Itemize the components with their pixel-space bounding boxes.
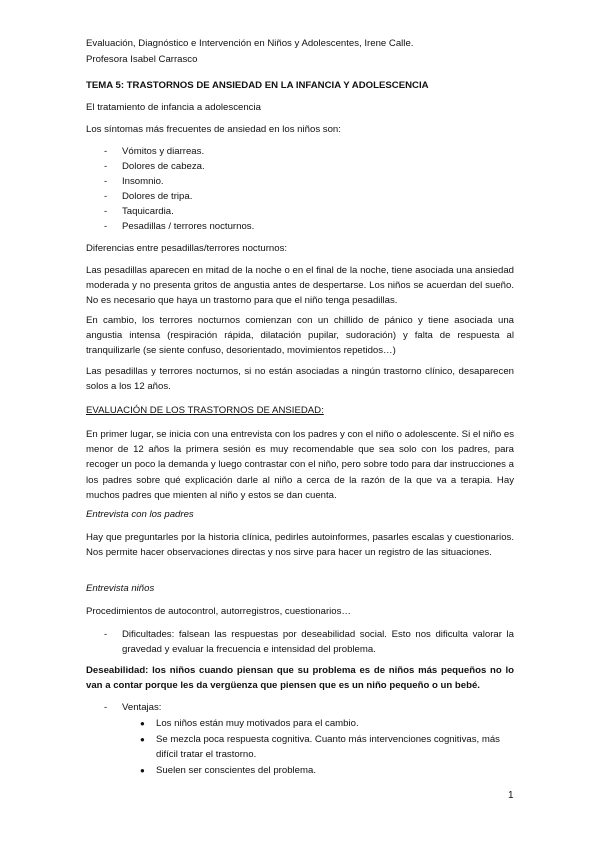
page-number: 1 [508, 790, 514, 801]
bullet-marker: ● [140, 766, 145, 775]
list-item-text: Suelen ser conscientes del problema. [156, 765, 316, 776]
page-title: TEMA 5: TRASTORNOS DE ANSIEDAD EN LA INFANCIA Y ADOLESCENCIA [86, 80, 429, 91]
header-line-1: Evaluación, Diagnóstico e Intervención en Niños y Adolescentes, Irene Calle. [86, 38, 414, 49]
dash-marker: - [104, 221, 108, 232]
list-item-text: Insomnio. [122, 176, 164, 187]
list-item-text: Los niños están muy motivados para el cambio. [156, 718, 359, 729]
bullet-marker: ● [140, 735, 145, 744]
dash-marker: - [104, 161, 108, 172]
list-item-text: Dolores de tripa. [122, 191, 193, 202]
paragraph-terrores: En cambio, los terrores nocturnos comienzan con un chillido de pánico y tiene asociada una angustia intensa (respiración rápida, dilatación pupilar, sudoración) y falta de respuesta al tranquilizarle (se siente confuso, desorientado, movimientos repetidos…) [86, 315, 514, 357]
difficulties-item [86, 627, 514, 657]
dash-marker: - [104, 146, 108, 157]
paragraph-desaparecen: Las pesadillas y terrores nocturnos, si no están asociadas a ningún trastorno clínico, desaparecen solos a los 12 años. [86, 366, 514, 393]
dash-marker: - [104, 206, 108, 217]
symptoms-intro: Los síntomas más frecuentes de ansiedad en los niños son: [86, 124, 341, 135]
procedures-line: Procedimientos de autocontrol, autorregistros, cuestionarios… [86, 606, 352, 617]
list-item-text: Pesadillas / terrores nocturnos. [122, 221, 255, 232]
bullet-marker: ● [140, 719, 145, 728]
list-item-text: Vómitos y diarreas. [122, 146, 205, 157]
evaluation-heading: EVALUACIÓN DE LOS TRASTORNOS DE ANSIEDAD: [86, 405, 324, 416]
dash-marker: - [104, 629, 108, 640]
paragraph-pesadillas: Las pesadillas aparecen en mitad de la noche o en el final de la noche, tiene asociada una ansiedad moderada y no presenta gritos de angustia antes de despertarse. Los niños se acuerdan del sueño. No es necesario que haya un trastorno para que el niño tenga pesadillas. [86, 265, 514, 307]
list-item-text: Dolores de cabeza. [122, 161, 205, 172]
difficulties-text: Dificultades: falsean las respuestas por deseabilidad social. Esto nos dificulta valorar la gravedad y evaluar la frecuencia e intensidad del problema. [122, 629, 514, 656]
paragraph-padres: Hay que preguntarles por la historia clínica, pedirles autoinformes, pasarles escalas y cuestionarios. Nos permite hacer observaciones directas y nos sirve para hacer un registro de las situaciones. [86, 532, 514, 559]
advantages-label: Ventajas: [122, 702, 162, 713]
list-item-text: Taquicardia. [122, 206, 174, 217]
dash-marker: - [104, 191, 108, 202]
header-line-2: Profesora Isabel Carrasco [86, 54, 198, 65]
list-item-text: Se mezcla poca respuesta cognitiva. Cuanto más intervenciones cognitivas, más difícil tratar el trastorno. [156, 734, 500, 760]
desirability-label: Deseabilidad: [86, 665, 149, 676]
paragraph-evaluacion: En primer lugar, se inicia con una entrevista con los padres y con el niño o adolescente. Si el niño es menor de 12 años la primera sesión es muy recomendable que sea solo con los padres, para recoger un poco la demanda y luego contrastar con el niño, pero sobre todo para dar instrucciones a los padres sobre qué explicación darle al niño a cerca de la razón de la que va a terapia. Hay muchos padres que mienten al niño y estos se dan cuenta. [86, 429, 514, 501]
dash-marker: - [104, 702, 108, 713]
desirability-paragraph [86, 663, 514, 693]
differences-heading: Diferencias entre pesadillas/terrores nocturnos: [86, 243, 288, 254]
children-interview-heading: Entrevista niños [86, 583, 155, 594]
intro-line: El tratamiento de infancia a adolescencia [86, 102, 261, 113]
parents-interview-heading: Entrevista con los padres [86, 509, 194, 520]
dash-marker: - [104, 176, 108, 187]
desirability-text: los niños cuando piensan que su problema es de niños más pequeños no lo van a contar porque les da vergüenza que piensen que es un niño pequeño o un bebé. [86, 665, 514, 692]
